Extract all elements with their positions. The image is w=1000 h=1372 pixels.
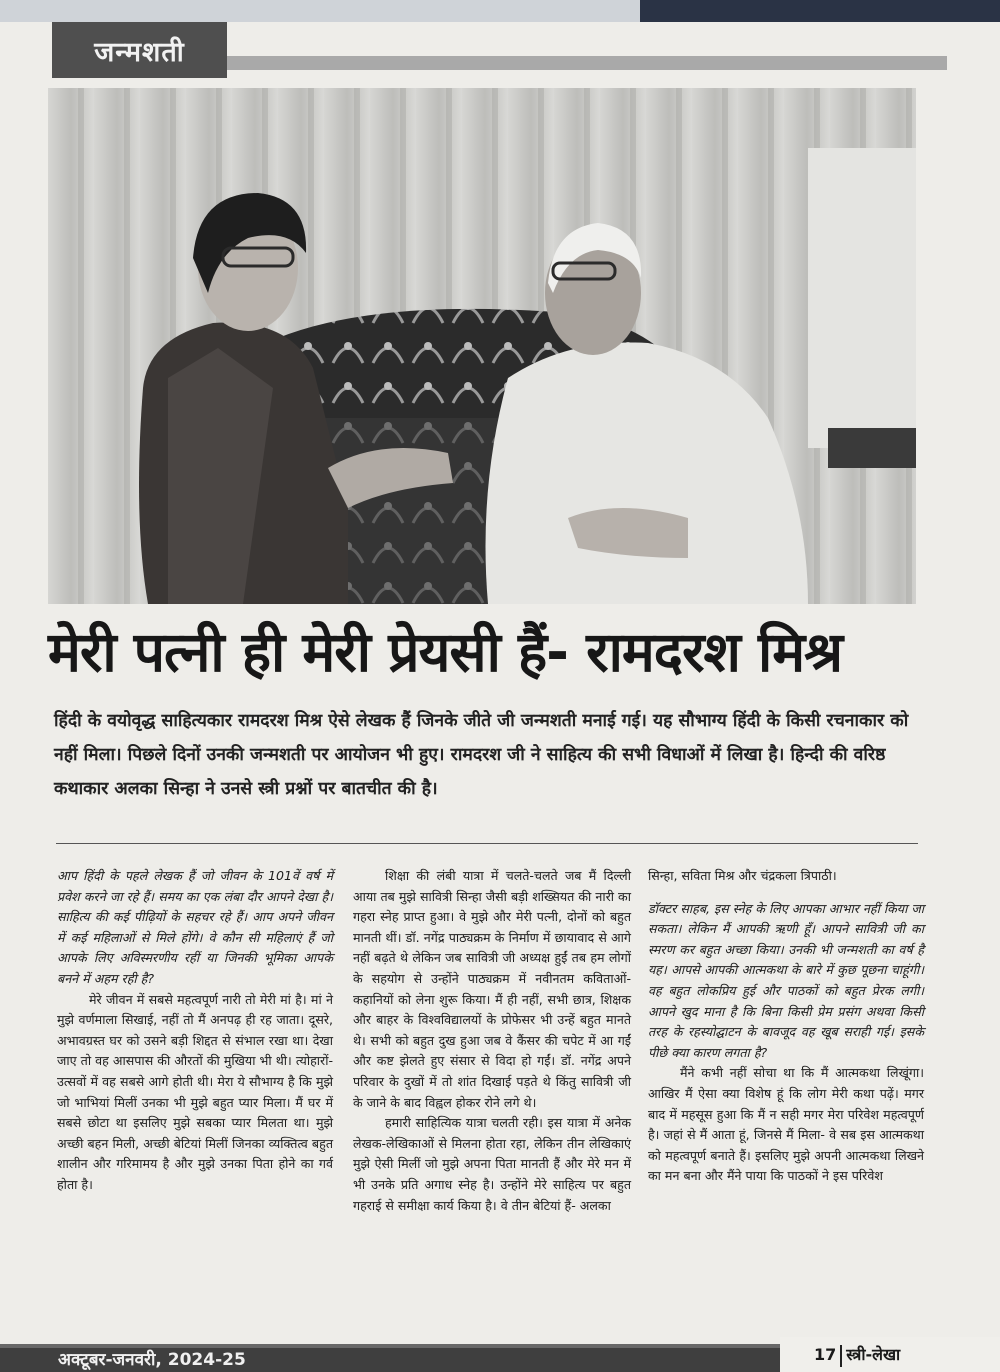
answer-1-end: सिन्हा, सविता मिश्र और चंद्रकला त्रिपाठी। <box>648 868 837 883</box>
column-3 <box>648 866 924 1187</box>
intro-divider <box>56 843 918 844</box>
interview-photo <box>48 88 916 604</box>
answer-1-continued: शिक्षा की लंबी यात्रा में चलते-चलते जब मैं दिल्ली आया तब मुझे सावित्री सिन्हा जैसी बड़ी शख्सियत की नारी का गहरा स्नेह प्राप्त हुआ। वे मुझे और मेरी पत्नी, दोनों को बहुत मानती थीं। डॉ. नगेंद्र पाठ्यक्रम के निर्माण में छायावाद से आगे नहीं बढ़ते थे लेकिन जब सावित्री जी अध्यक्ष हुईं तब हम लोगों के सहयोग से उन्होंने पाठ्यक्रम में नवीनतम कविताओं-कहानियों को लेना शुरू किया। मैं ही नहीं, सभी छात्र, शिक्षक और बाहर के विश्वविद्यालयों के प्रोफेसर भी उन्हें बहुत मानते थे। सभी को बहुत दुख हुआ जब वे कैंसर की चपेट में आ गईं और कष्ट झेलते हुए संसार से विदा हो गईं। डॉ. नगेंद्र अपने परिवार के दुखों में तो शांत दिखाई पड़ते थे किंतु सावित्री जी के जाने के बाद विह्वल होकर रोने लगे थे। <box>353 868 631 1110</box>
answer-1: मेरे जीवन में सबसे महत्वपूर्ण नारी तो मेरी मां है। मां ने मुझे वर्णमाला सिखाई, नहीं तो मैं अनपढ़ ही रह जाता। दूसरे, अभावग्रस्त घर को उसने बड़ी शिद्दत से संभाल रखा था। देखा जाए तो वह आसपास की औरतों की मुखिया भी थी। त्योहारों-उत्सवों में वह सबसे आगे होती थी। मेरा ये सौभाग्य है कि मुझे जो भाभियां मिलीं उनका भी मुझे बहुत प्यार मिला। मैं घर में सबसे छोटा था इसलिए मुझे सबका प्यार मिलता था। मुझे अच्छी बहन मिली, अच्छी बेटियां मिलीं जिनका व्यक्तित्व बहुत शालीन और गरिमामय है और मुझे उनका पिता होने का गर्व होता है। <box>57 991 333 1192</box>
section-rule <box>227 56 947 70</box>
section-label: जन्मशती <box>94 36 185 68</box>
page-number: 17 <box>814 1345 837 1364</box>
column-2 <box>353 866 631 1216</box>
section-tab <box>52 22 227 78</box>
question-1: आप हिंदी के पहले लेखक हैं जो जीवन के 101वें वर्ष में प्रवेश करने जा रहे हैं। समय का एक लंबा दौर आपने देखा है। साहित्य की कई पीढ़ियों के सहचर रहे हैं। आप अपने जीवन में कई महिलाओं से मिले होंगे। वे कौन सी महिलाएं हैं जो आपके लिए अविस्मरणीय रहीं या जिनकी भूमिका आपके बनने में अहम रही है? <box>57 868 333 986</box>
answer-1-paragraph-2: हमारी साहित्यिक यात्रा चलती रही। इस यात्रा में अनेक लेखक-लेखिकाओं से मिलना होता रहा, लेकिन तीन लेखिकाएं मुझे ऐसी मिलीं जो मुझे अपना पिता मानती हैं और मेरे मन में भी उनके प्रति अगाध स्नेह है। उन्होंने मेरे साहित्य पर बहुत गहराई से समीक्षा कार्य किया है। वे तीन बेटियां हैं- अलका <box>353 1115 631 1213</box>
intro-paragraph: हिंदी के वयोवृद्ध साहित्यकार रामदरश मिश्र ऐसे लेखक हैं जिनके जीते जी जन्मशती मनाई गई। यह सौभाग्य हिंदी के किसी रचनाकार को नहीं मिला। पिछले दिनों उनकी जन्मशती पर आयोजन भी हुए। रामदरश जी ने साहित्य की सभी विधाओं में लिखा है। हिन्दी की वरिष्ठ कथाकार अलका सिन्हा ने उनसे स्त्री प्रश्नों पर बातचीत की है। <box>54 711 909 799</box>
question-2: डॉक्टर साहब, इस स्नेह के लिए आपका आभार नहीं किया जा सकता। लेकिन मैं आपकी ऋणी हूँ। आपने सावित्री जी का स्मरण कर बहुत अच्छा किया। उनकी भी जन्मशती का वर्ष है यह। आपसे आपकी आत्मकथा के बारे में कुछ पूछना चाहूंगी। वह बहुत लोकप्रिय हुई और पाठकों को बहुत प्रेरक लगी। आपने खुद माना है कि बिना किसी प्रेम प्रसंग अथवा किसी तरह के रहस्योद्घाटन के बावजूद वह खूब सराही गई। इसके पीछे क्या कारण लगता है? <box>648 900 924 1060</box>
magazine-name: स्त्री-लेखा <box>846 1345 901 1364</box>
answer-2: मैंने कभी नहीं सोचा था कि मैं आत्मकथा लिखूंगा। आखिर मैं ऐसा क्या विशेष हूं कि लोग मेरी कथा पढ़ें। मगर बाद में महसूस हुआ कि मैं न सही मगर मेरा परिवेश महत्वपूर्ण है। जहां से मैं आता हूं, जिनसे मैं मिला- वे सब इस आत्मकथा को महत्वपूर्ण बनाते हैं। इसलिए मुझे अपनी आत्मकथा लिखने का मन बना और मैंने पाया कि पाठकों ने इस परिवेश <box>648 1065 924 1184</box>
page-shadow <box>640 0 1000 22</box>
footer-issue: अक्टूबर-जनवरी, 2024-25 <box>0 1348 780 1372</box>
headline: मेरी पत्नी ही मेरी प्रेयसी हैं- रामदरश मिश्र <box>48 620 843 684</box>
footer-page <box>780 1337 1000 1372</box>
footer-separator <box>840 1345 842 1367</box>
column-1 <box>57 866 333 1196</box>
top-strip <box>0 0 1000 22</box>
photo-illustration <box>48 88 916 604</box>
